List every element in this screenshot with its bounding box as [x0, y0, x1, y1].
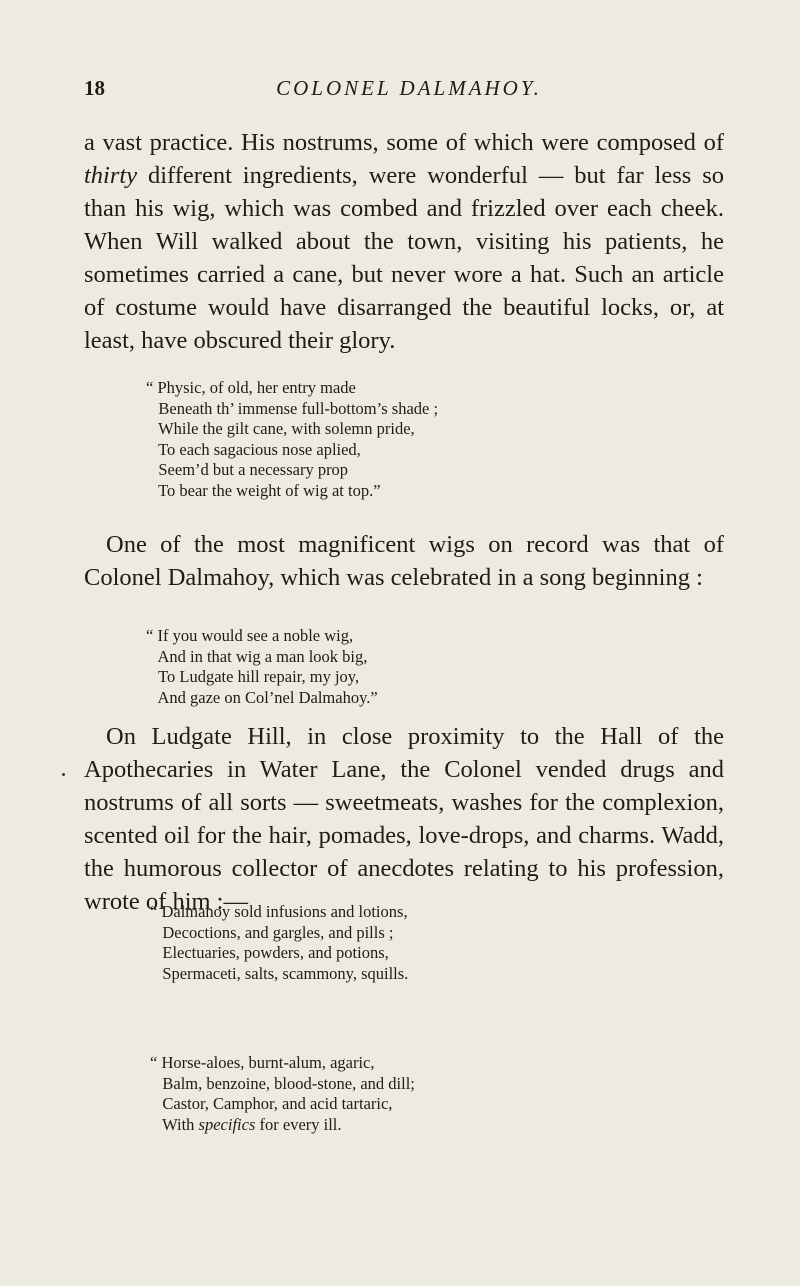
paragraph-2 [84, 528, 724, 594]
paragraph-3 [84, 720, 724, 918]
paragraph-1-text-b: different ingredients, were wonderful — but far less so than his wig, which was combed and frizzled over each cheek. When Will walked about the town, visiting his patients, he sometimes carried a cane, but never wore a hat. Such an article of costume would have disarranged the beautiful locks, or, at least, have obscured their glory. [84, 162, 724, 354]
verse-line: Beneath th’ immense full-bottom’s shade ; [146, 398, 439, 418]
margin-mark [62, 773, 65, 776]
verse-line: Seem’d but a necessary prop [146, 460, 349, 479]
verse-physic [146, 378, 786, 501]
verse-line: Balm, benzoine, blood-stone, and dill; [150, 1073, 415, 1093]
paragraph-2-text: One of the most magnificent wigs on record was that of Colonel Dalmahoy, which was celebrated in a song beginning : [84, 531, 724, 591]
verse-line: And gaze on Col’nel Dalmahoy.” [146, 687, 378, 707]
verse-line: Electuaries, powders, and potions, [150, 943, 389, 962]
running-head: COLONEL DALMAHOY. [276, 76, 542, 100]
verse-line: While the gilt cane, with solemn pride, [146, 419, 415, 438]
verse-line: Spermaceti, salts, scammony, squills. [150, 963, 409, 983]
verse-line: And in that wig a man look big, [146, 646, 368, 666]
page-header [84, 76, 724, 106]
verse-line: “ Physic, of old, her entry made [146, 378, 356, 397]
verse-line: To bear the weight of wig at top.” [146, 480, 381, 500]
paragraph-3-text: On Ludgate Hill, in close proximity to the Hall of the Apothecaries in Water Lane, the Colonel vended drugs and nostrums of all sorts — sweetmeats, washes for the complexion, scented oil for the hair, pomades, love-drops, and charms. Wadd, the humorous collector of anecdotes relating to his profession, wrote of him :— [84, 723, 724, 915]
verse-text: With [150, 1114, 199, 1134]
verse-line: “ Dalmahoy sold infusions and lotions, [150, 902, 408, 921]
verse-line: To Ludgate hill repair, my joy, [146, 667, 360, 686]
paragraph-1-emphasis: thirty [84, 162, 138, 189]
verse-noble-wig [146, 626, 786, 708]
verse-line: Decoctions, and gargles, and pills ; [150, 922, 394, 942]
verse-text: for every ill. [255, 1114, 342, 1134]
verse-horse-aloes [150, 1053, 790, 1135]
page-number: 18 [84, 76, 105, 100]
verse-line: To each sagacious nose aplied, [146, 439, 361, 459]
paragraph-1 [84, 126, 724, 357]
verse-line: “ Horse-aloes, burnt-alum, agaric, [150, 1053, 375, 1072]
verse-line: Castor, Camphor, and acid tartaric, [150, 1094, 393, 1113]
verse-dalmahoy-sold [150, 902, 790, 984]
verse-line: “ If you would see a noble wig, [146, 626, 354, 645]
verse-line-last [150, 1115, 790, 1136]
paragraph-1-text-a: a vast practice. His nostrums, some of which were composed of [84, 129, 724, 156]
verse-emphasis: specifics [198, 1114, 256, 1134]
